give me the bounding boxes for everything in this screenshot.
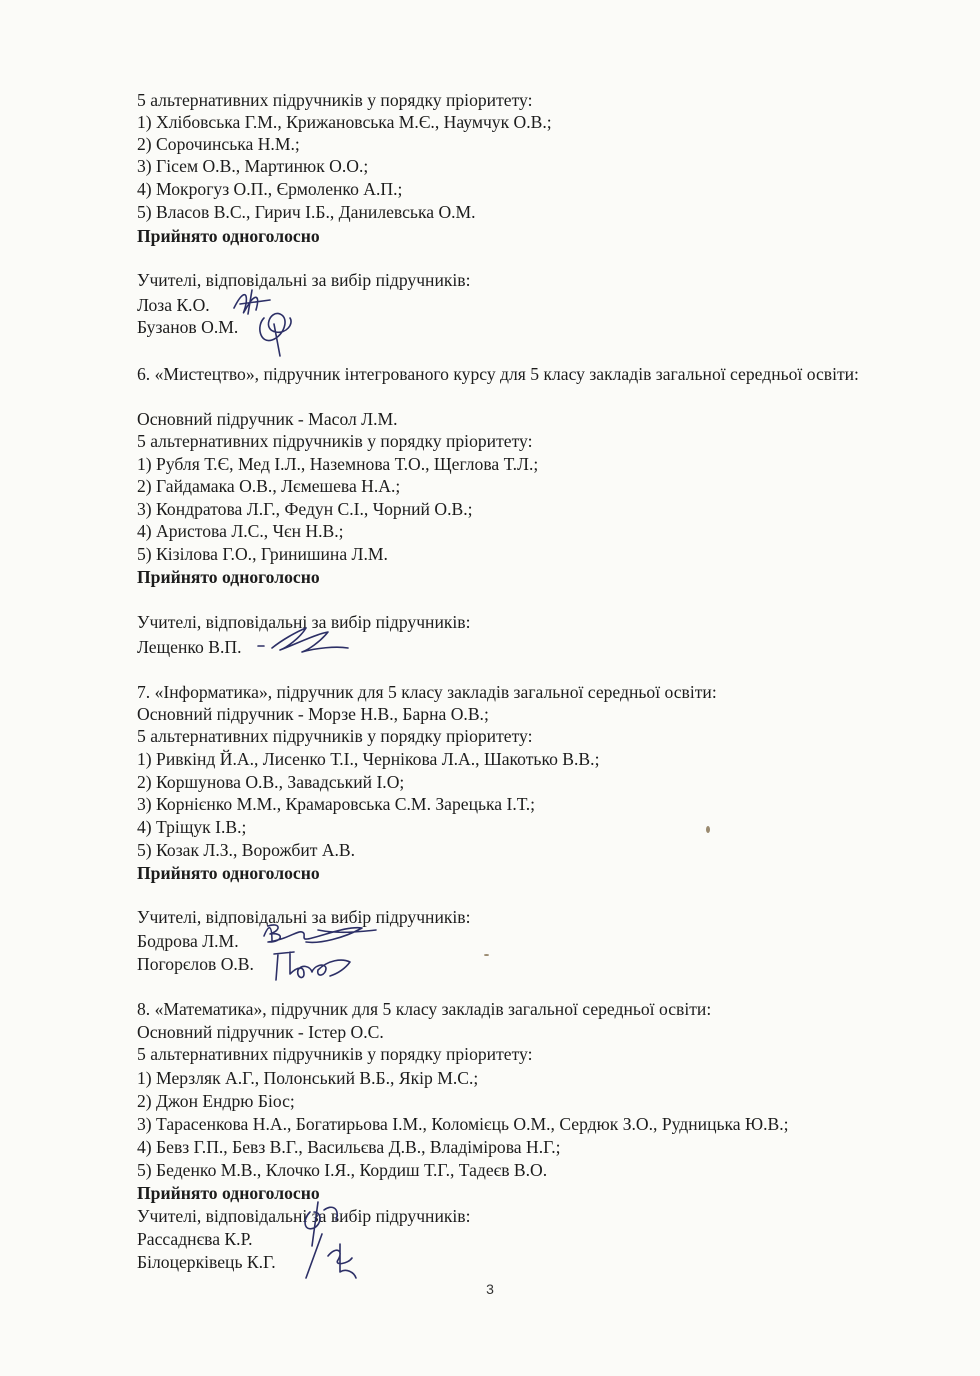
section6-alt-4: 4) Аристова Л.С., Чєн Н.В.;	[137, 521, 344, 541]
section7-alt-1: 1) Ривкінд Й.А., Лисенко Т.І., Чернікова Л.А., Шакотько В.В.;	[137, 749, 600, 769]
section8-alt-4: 4) Бевз Г.П., Бевз В.Г., Васильєва Д.В., Владімірова Н.Г.;	[137, 1137, 561, 1157]
section7-alt-3: 3) Корнієнко М.М., Крамаровська С.М. Зарецька І.Т.;	[137, 794, 536, 814]
section7-alt-header: 5 альтернативних підручників у порядку пріоритету:	[137, 726, 533, 746]
paper-speck	[484, 954, 489, 956]
section5-alt-5: 5) Власов В.С., Гирич І.Б., Данилевська О.М.	[137, 202, 476, 222]
section6-alt-1: 1) Рубля Т.Є, Мед І.Л., Наземнова Т.О., Щеглова Т.Л.;	[137, 454, 539, 474]
section8-alt-5: 5) Беденко М.В., Клочко І.Я., Кордиш Т.Г., Тадеєв В.О.	[137, 1160, 548, 1180]
signature-buzanov	[250, 300, 310, 360]
section5-alt-header: 5 альтернативних підручників у порядку пріоритету:	[137, 90, 533, 110]
section8-title: 8. «Математика», підручник для 5 класу закладів загальної середньої освіти:	[137, 999, 712, 1019]
section5-teacher-1: Лоза К.О.	[137, 295, 210, 315]
section8-teacher-1: Рассаднєва К.Р.	[137, 1229, 253, 1249]
section7-alt-4: 4) Тріщук І.В.;	[137, 817, 247, 837]
section6-decision: Прийнято одноголосно	[137, 567, 320, 587]
section8-main-book: Основний підручник - Істер О.С.	[137, 1022, 384, 1042]
signature-pohorielov	[268, 944, 358, 988]
section8-decision: Прийнято одноголосно	[137, 1183, 320, 1203]
section6-title: 6. «Мистецтво», підручник інтегрованого курсу для 5 класу закладів загальної середньої освіти:	[137, 364, 859, 384]
section6-alt-2: 2) Гайдамака О.В., Лємешева Н.А.;	[137, 476, 401, 496]
section8-alt-3: 3) Тарасенкова Н.А., Богатирьова І.М., Коломієць О.М., Сердюк З.О., Рудницька Ю.В.;	[137, 1114, 789, 1134]
page-number: 3	[486, 1281, 494, 1297]
paper-speck	[706, 826, 710, 833]
section5-alt-2: 2) Сорочинська Н.М.;	[137, 134, 300, 154]
signature-bilotserkivets	[300, 1228, 370, 1284]
section7-main-book: Основний підручник - Морзе Н.В., Барна О.В.;	[137, 704, 489, 724]
section5-teachers-header: Учителі, відповідальні за вибір підручників:	[137, 270, 471, 290]
section7-alt-2: 2) Коршунова О.В., Завадський І.О;	[137, 772, 405, 792]
section7-teacher-1: Бодрова Л.М.	[137, 931, 239, 951]
section8-teachers-header: Учителі, відповідальні за вибір підручників:	[137, 1206, 471, 1226]
section6-alt-header: 5 альтернативних підручників у порядку пріоритету:	[137, 431, 533, 451]
section8-teacher-2: Білоцерківець К.Г.	[137, 1252, 276, 1272]
section8-alt-1: 1) Мерзляк А.Г., Полонський В.Б., Якір М.С.;	[137, 1068, 479, 1088]
section6-teachers-header: Учителі, відповідальні за вибір підручників:	[137, 612, 471, 632]
section7-alt-5: 5) Козак Л.З., Ворожбит А.В.	[137, 840, 356, 860]
section5-alt-1: 1) Хлібовська Г.М., Крижановська М.Є., Наумчук О.В.;	[137, 112, 552, 132]
section7-decision: Прийнято одноголосно	[137, 863, 320, 883]
section6-main-book: Основний підручник - Масол Л.М.	[137, 409, 398, 429]
section5-alt-4: 4) Мокрогуз О.П., Єрмоленко А.П.;	[137, 179, 403, 199]
section5-decision: Прийнято одноголосно	[137, 226, 320, 246]
section6-alt-3: 3) Кондратова Л.Г., Федун С.І., Чорний О.В.;	[137, 499, 473, 519]
section5-alt-3: 3) Гісем О.В., Мартинюк О.О.;	[137, 156, 369, 176]
section5-teacher-2: Бузанов О.М.	[137, 317, 239, 337]
section6-teacher-1: Лещенко В.П.	[137, 637, 242, 657]
section7-title: 7. «Інформатика», підручник для 5 класу закладів загальної середньої освіти:	[137, 682, 717, 702]
section8-alt-2: 2) Джон Ендрю Біос;	[137, 1091, 295, 1111]
section7-teachers-header: Учителі, відповідальні за вибір підручників:	[137, 907, 471, 927]
section6-alt-5: 5) Кізілова Г.О., Гринишина Л.М.	[137, 544, 388, 564]
section7-teacher-2: Погорєлов О.В.	[137, 954, 254, 974]
section8-alt-header: 5 альтернативних підручників у порядку пріоритету:	[137, 1044, 533, 1064]
